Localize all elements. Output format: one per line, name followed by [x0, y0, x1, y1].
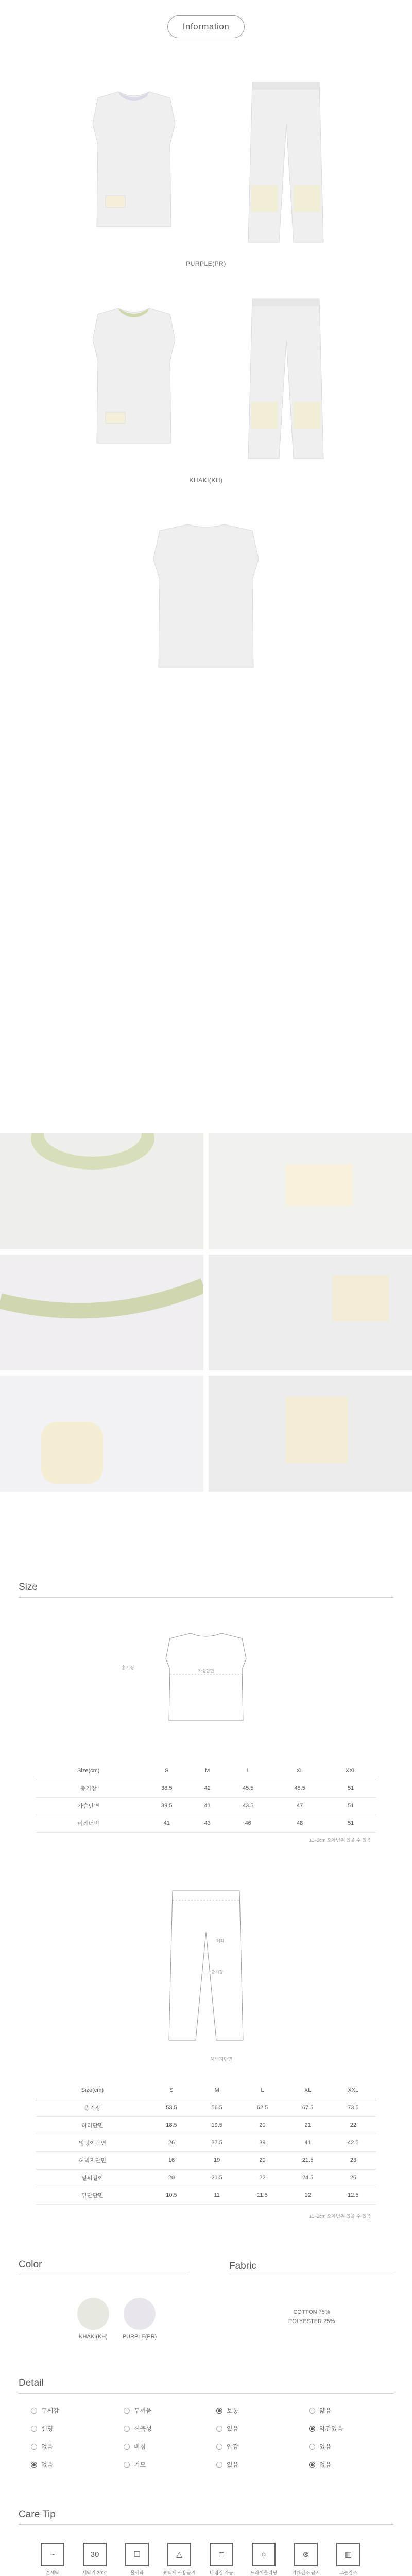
color-title: Color	[19, 2259, 42, 2270]
bottom-size-note: ±1~2cm 오차범위 있을 수 있음	[309, 2214, 371, 2219]
top-header-cell: S	[141, 1762, 193, 1780]
table-cell: 43.5	[222, 1797, 273, 1815]
radio-icon	[309, 2408, 315, 2414]
swatch-khaki-label: KHAKI(KH)	[79, 2334, 108, 2340]
table-cell: 47	[274, 1797, 325, 1815]
hem-photo-svg	[209, 1255, 412, 1370]
detail-option	[309, 2406, 331, 2415]
bottom-header-cell: M	[194, 2081, 239, 2099]
swatch-khaki	[77, 2298, 109, 2330]
table-cell: 48.5	[274, 1780, 325, 1797]
khaki-caption: KHAKI(KH)	[189, 477, 223, 484]
bleach-icon: △ 표백제 사용금지	[163, 2543, 196, 2576]
table-cell: 41	[141, 1815, 193, 1832]
detail-photo-collar	[0, 1133, 203, 1249]
table-cell: 12	[285, 2187, 331, 2204]
chest-label: 가슴단면	[198, 1669, 214, 1673]
detail-option-label: 약간있음	[319, 2425, 344, 2432]
table-cell: 22	[239, 2169, 285, 2187]
table-cell: 51	[325, 1780, 376, 1797]
knee-photo-svg	[209, 1376, 412, 1492]
radio-checked-icon	[216, 2408, 222, 2414]
table-row	[36, 2116, 376, 2134]
detail-option-label: 밴딩	[41, 2425, 54, 2432]
bottom-size-header-row	[36, 2081, 376, 2099]
detail-option-label: 얇음	[319, 2407, 332, 2414]
table-cell: 20	[239, 2151, 285, 2169]
table-row	[36, 2169, 376, 2187]
bottom-size-table	[36, 2081, 376, 2205]
vest-back-image	[139, 515, 273, 675]
top-length-label: 총기장	[121, 1665, 135, 1670]
table-cell: 39	[239, 2134, 285, 2151]
radio-icon	[124, 2444, 130, 2450]
bottom-header-cell: L	[239, 2081, 285, 2099]
table-cell: 48	[274, 1815, 325, 1832]
purple-pants-image	[242, 77, 330, 247]
top-size-header-row	[36, 1762, 376, 1780]
table-cell: 21.5	[194, 2169, 239, 2187]
detail-option-label: 기모	[134, 2461, 146, 2468]
bottom-size-diagram	[160, 1886, 252, 2050]
top-header-cell: XXL	[325, 1762, 376, 1780]
detail-photo-neckline	[0, 1255, 203, 1370]
table-cell: 39.5	[141, 1797, 193, 1815]
detail-option-label: 있음	[227, 2425, 239, 2432]
product-row-purple	[0, 72, 412, 258]
top-size-diagram	[154, 1628, 258, 1726]
radio-icon	[31, 2408, 37, 2414]
pocket-photo-svg	[0, 1376, 203, 1492]
table-cell: 24.5	[285, 2169, 331, 2187]
table-cell: 37.5	[194, 2134, 239, 2151]
top-size-table	[36, 1762, 376, 1833]
radio-icon	[31, 2426, 37, 2432]
table-cell: 10.5	[149, 2187, 194, 2204]
detail-option-label: 보통	[227, 2407, 239, 2414]
table-cell: 밑단단면	[36, 2187, 149, 2204]
care-title: Care Tip	[19, 2509, 56, 2520]
top-header-cell: XL	[274, 1762, 325, 1780]
collar-photo-svg	[0, 1133, 203, 1249]
waist-label: 허리	[216, 1939, 225, 1943]
detail-option-label: 두꺼움	[134, 2407, 152, 2414]
table-cell: 45.5	[222, 1780, 273, 1797]
detail-option-label: 있음	[319, 2443, 332, 2450]
khaki-pants-image	[242, 294, 330, 464]
table-row	[36, 1780, 376, 1797]
radio-icon	[31, 2444, 37, 2450]
radio-icon	[124, 2426, 130, 2432]
khaki-vest-image	[77, 299, 191, 453]
detail-option	[31, 2460, 53, 2469]
length-label: 총기장	[211, 1970, 224, 1974]
size-title: Size	[19, 1582, 38, 1592]
table-row	[36, 2134, 376, 2151]
detail-option-label: 없음	[319, 2461, 332, 2468]
top-header-cell: M	[193, 1762, 222, 1780]
water-icon: ☐ 물세탁	[121, 2543, 153, 2576]
hand-wash-icon: ~ 손세탁	[36, 2543, 69, 2576]
detail-option	[31, 2406, 59, 2415]
table-row	[36, 2151, 376, 2169]
table-cell: 38.5	[141, 1780, 193, 1797]
fabric-line-2: POLYESTER 25%	[288, 2318, 335, 2325]
neckline-photo-svg	[0, 1255, 203, 1370]
purple-vest-image	[77, 82, 191, 237]
thigh-label: 허벅지단면	[210, 2057, 233, 2062]
detail-option-label: 있음	[227, 2461, 239, 2468]
table-cell: 총기장	[36, 2099, 149, 2116]
tumble-dry-icon: ⊗ 기계건조 금지	[289, 2543, 322, 2576]
radio-icon	[124, 2408, 130, 2414]
label-photo-svg	[209, 1133, 412, 1249]
bottom-header-cell: XXL	[331, 2081, 376, 2099]
detail-option	[124, 2460, 146, 2469]
table-cell: 26	[149, 2134, 194, 2151]
detail-option-label: 신축성	[134, 2425, 152, 2432]
detail-photo-knee	[209, 1376, 412, 1492]
table-cell: 42.5	[331, 2134, 376, 2151]
table-cell: 21.5	[285, 2151, 331, 2169]
table-cell: 허벅지단면	[36, 2151, 149, 2169]
bottom-header-cell: Size(cm)	[36, 2081, 149, 2099]
detail-option	[216, 2424, 238, 2433]
detail-option-label: 없음	[41, 2461, 54, 2468]
radio-icon	[216, 2444, 222, 2450]
detail-option	[309, 2442, 331, 2451]
table-cell: 가슴단면	[36, 1797, 141, 1815]
detail-option	[216, 2442, 238, 2451]
detail-option	[31, 2424, 53, 2433]
detail-option	[309, 2424, 343, 2433]
table-cell: 41	[285, 2134, 331, 2151]
detail-option	[31, 2442, 53, 2451]
purple-caption: PURPLE(PR)	[186, 260, 226, 267]
table-cell: 허리단면	[36, 2116, 149, 2134]
top-size-note: ±1~2cm 오차범위 있을 수 있음	[309, 1838, 371, 1843]
fabric-line-1: COTTON 75%	[293, 2309, 330, 2315]
top-header-cell: Size(cm)	[36, 1762, 141, 1780]
swatch-purple-label: PURPLE(PR)	[122, 2334, 157, 2340]
information-badge: Information	[167, 15, 245, 38]
table-cell: 73.5	[331, 2099, 376, 2116]
detail-option-label: 안감	[227, 2443, 239, 2450]
table-cell: 어깨너비	[36, 1815, 141, 1832]
table-cell: 11.5	[239, 2187, 285, 2204]
table-cell: 67.5	[285, 2099, 331, 2116]
product-row-khaki	[0, 289, 412, 474]
bottom-header-cell: S	[149, 2081, 194, 2099]
detail-option-label: 없음	[41, 2443, 54, 2450]
machine-wash-icon: 30 세탁기 30℃	[78, 2543, 111, 2576]
bottom-header-cell: XL	[285, 2081, 331, 2099]
table-cell: 62.5	[239, 2099, 285, 2116]
table-row	[36, 1815, 376, 1832]
radio-checked-icon	[309, 2462, 315, 2468]
table-cell: 53.5	[149, 2099, 194, 2116]
size-divider	[19, 1597, 393, 1598]
table-cell: 20	[239, 2116, 285, 2134]
radio-icon	[124, 2462, 130, 2468]
table-cell: 23	[331, 2151, 376, 2169]
detail-option	[124, 2442, 146, 2451]
detail-photo-label	[209, 1133, 412, 1249]
table-cell: 21	[285, 2116, 331, 2134]
table-row	[36, 1797, 376, 1815]
radio-icon	[309, 2444, 315, 2450]
detail-photo-pocket	[0, 1376, 203, 1492]
detail-title: Detail	[19, 2378, 44, 2388]
table-cell: 26	[331, 2169, 376, 2187]
detail-option	[216, 2460, 238, 2469]
radio-icon	[216, 2426, 222, 2432]
table-cell: 16	[149, 2151, 194, 2169]
detail-option	[216, 2406, 238, 2415]
detail-option	[124, 2406, 152, 2415]
table-cell: 41	[193, 1797, 222, 1815]
table-cell: 밑위길이	[36, 2169, 149, 2187]
detail-option-label: 비침	[134, 2443, 146, 2450]
table-cell: 11	[194, 2187, 239, 2204]
table-cell: 22	[331, 2116, 376, 2134]
detail-photo-hem	[209, 1255, 412, 1370]
fabric-title: Fabric	[229, 2261, 256, 2272]
table-cell: 20	[149, 2169, 194, 2187]
table-cell: 12.5	[331, 2187, 376, 2204]
radio-checked-icon	[31, 2462, 37, 2468]
detail-option	[309, 2460, 331, 2469]
table-cell: 42	[193, 1780, 222, 1797]
radio-icon	[216, 2462, 222, 2468]
detail-option-label: 두께감	[41, 2407, 59, 2414]
table-row	[36, 2187, 376, 2204]
detail-option	[124, 2424, 152, 2433]
table-cell: 51	[325, 1797, 376, 1815]
table-cell: 19	[194, 2151, 239, 2169]
care-divider	[19, 2524, 393, 2525]
iron-icon: ◻ 다림질 가능	[205, 2543, 238, 2576]
table-cell: 51	[325, 1815, 376, 1832]
radio-checked-icon	[309, 2426, 315, 2432]
table-cell: 56.5	[194, 2099, 239, 2116]
table-cell: 19.5	[194, 2116, 239, 2134]
table-cell: 총기장	[36, 1780, 141, 1797]
table-cell: 엉덩이단면	[36, 2134, 149, 2151]
table-row	[36, 2099, 376, 2116]
table-cell: 43	[193, 1815, 222, 1832]
dry-clean-icon: ○ 드라이클리닝	[247, 2543, 280, 2576]
table-cell: 18.5	[149, 2116, 194, 2134]
top-header-cell: L	[222, 1762, 273, 1780]
table-cell: 46	[222, 1815, 273, 1832]
detail-divider	[19, 2393, 393, 2394]
swatch-purple	[124, 2298, 156, 2330]
shade-dry-icon: ▥ 그늘건조	[332, 2543, 365, 2576]
